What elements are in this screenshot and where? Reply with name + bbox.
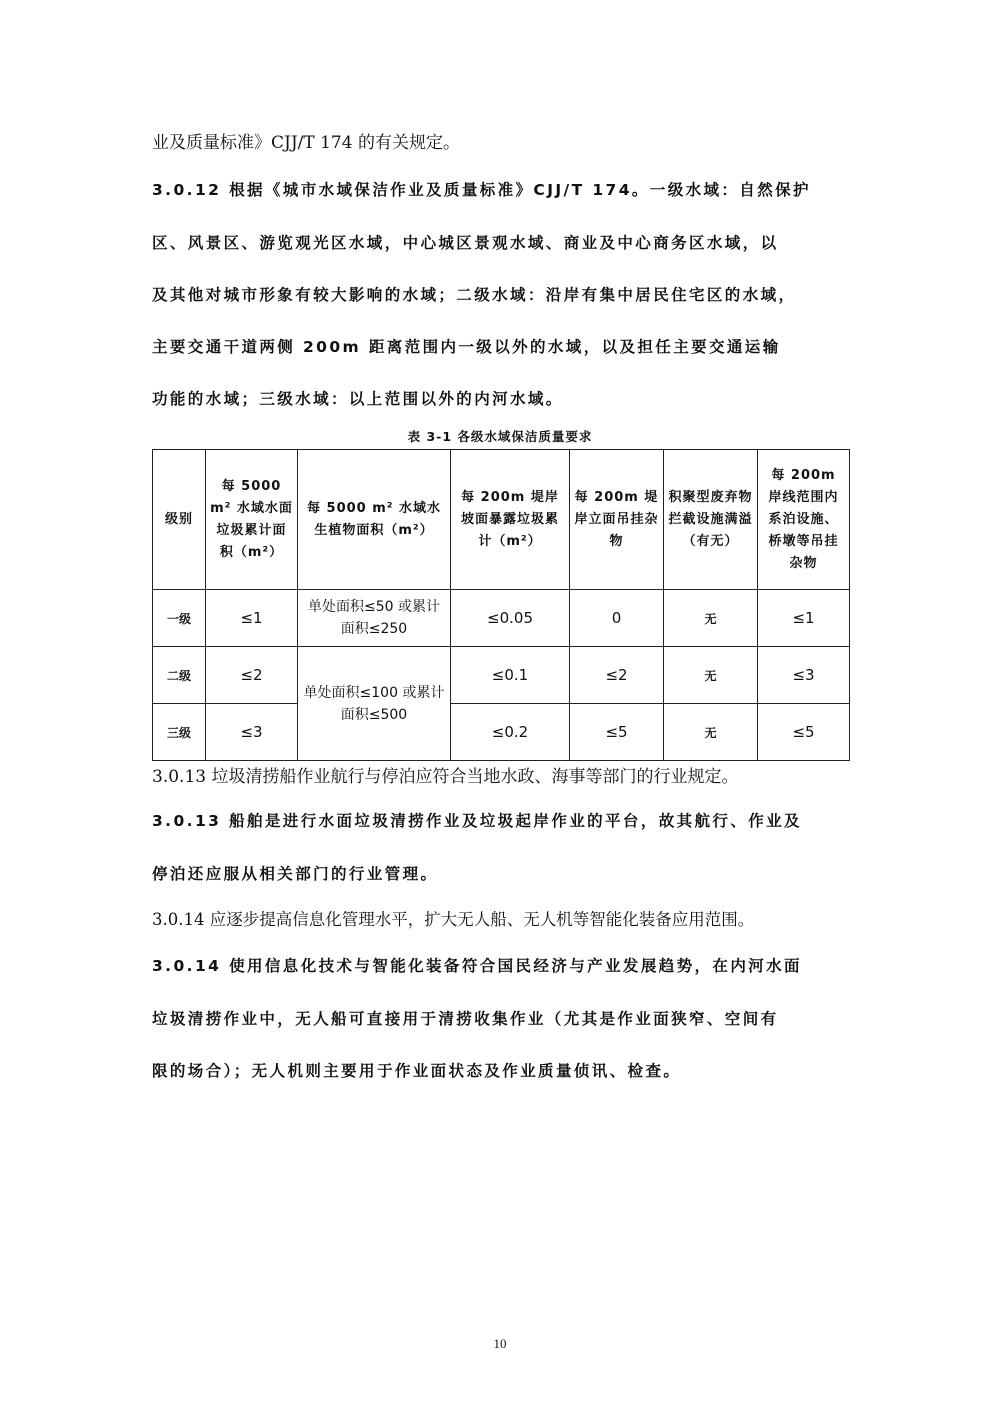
level-cell: 二级 [153,647,206,704]
page-number: 10 [493,1336,507,1351]
table-cell: ≤3 [206,704,298,761]
paragraph-line: 业及质量标准》CJJ/T 174 的有关规定。 [152,133,460,153]
table-row [153,647,850,704]
table-cell: 无 [664,647,758,704]
paragraph-line: 垃圾清捞作业中，无人船可直接用于清捞收集作业（尤其是作业面狭窄、空间有 [152,1010,779,1028]
paragraph-line: 3.0.12 根据《城市水域保洁作业及质量标准》CJJ/T 174。一级水域：自然保护 [152,181,811,199]
table-cell: 0 [570,590,664,647]
table-cell: ≤5 [758,704,850,761]
header-cell: 每 200m 堤岸坡面暴露垃圾累计（m²） [451,450,570,590]
header-cell: 每 200m 岸线范围内系泊设施、桥墩等吊挂杂物 [758,450,850,590]
clause-3-0-14: 3.0.14 应逐步提高信息化管理水平，扩大无人船、无人机等智能化装备应用范围。 [152,910,755,929]
header-cell: 积聚型废弃物拦截设施满溢（有无） [664,450,758,590]
paragraph-line: 功能的水域；三级水域：以上范围以外的内河水域。 [152,390,564,408]
paragraph-line: 区、风景区、游览观光区水域，中心城区景观水域、商业及中心商务区水域，以 [152,234,779,252]
level-cell: 一级 [153,590,206,647]
paragraph-line: 限的场合）；无人机则主要用于作业面状态及作业质量侦讯、检查。 [152,1062,682,1080]
paragraph-line: 主要交通干道两侧 200m 距离范围内一级以外的水域，以及担任主要交通运输 [152,338,781,356]
level-cell: 三级 [153,704,206,761]
table-header-row [153,450,850,590]
table-cell: ≤0.2 [451,704,570,761]
header-cell: 每 200m 堤岸立面吊挂杂物 [570,450,664,590]
paragraph-line: 停泊还应服从相关部门的行业管理。 [152,865,439,883]
table-cell: 无 [664,704,758,761]
paragraph-line: 及其他对城市形象有较大影响的水域；二级水域：沿岸有集中居民住宅区的水域， [152,286,797,304]
header-cell: 每 5000 m² 水域水面垃圾累计面积（m²） [206,450,298,590]
header-cell: 每 5000 m² 水域水生植物面积（m²） [298,450,451,590]
paragraph-line: 3.0.14 使用信息化技术与智能化装备符合国民经济与产业发展趋势，在内河水面 [152,957,802,975]
table-cell: ≤1 [758,590,850,647]
table-cell: ≤1 [206,590,298,647]
table-cell: ≤5 [570,704,664,761]
table-cell: ≤2 [570,647,664,704]
clause-3-0-13: 3.0.13 垃圾清捞船作业航行与停泊应符合当地水政、海事等部门的行业规定。 [152,767,739,787]
water-quality-table [152,449,850,761]
table-cell: ≤0.05 [451,590,570,647]
table-cell: 单处面积≤100 或累计面积≤500 [298,647,451,761]
table-cell: 无 [664,590,758,647]
paragraph-line: 3.0.13 船舶是进行水面垃圾清捞作业及垃圾起岸作业的平台，故其航行、作业及 [152,812,802,830]
table-cell: ≤3 [758,647,850,704]
header-cell: 级别 [153,450,206,590]
table-cell: ≤0.1 [451,647,570,704]
table-cell: ≤2 [206,647,298,704]
table-row [153,590,850,647]
table-caption: 表 3-1 各级水域保洁质量要求 [407,429,593,444]
table-cell: 单处面积≤50 或累计面积≤250 [298,590,451,647]
table-row [153,704,850,761]
